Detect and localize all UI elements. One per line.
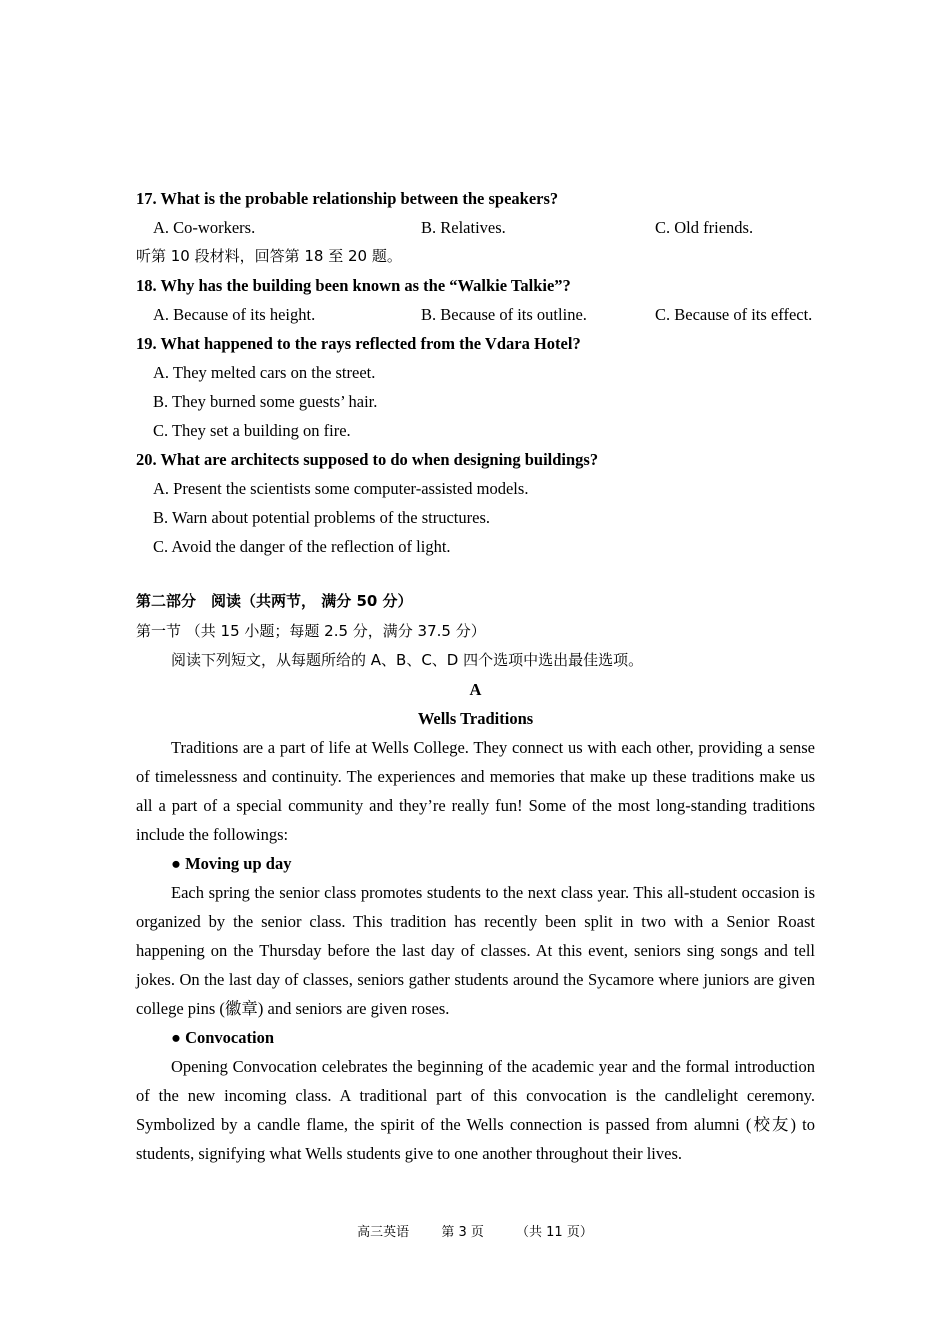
passage-letter: A [469, 680, 482, 699]
page-footer [0, 1221, 950, 1240]
item-text: Opening Convocation celebrates the beginning of the academic year and the formal introduction of the new incoming class. A traditional part of this convocation is the candlelight ceremony. Symbolized by a candle flame, the spirit of the Wells connection is passed from alumni (校友) to students, signifying what Wells students give to one another throughout their lives. [136, 1057, 815, 1163]
section-title: 第一节 （共 15 小题；每题 2.5 分，满分 37.5 分） [136, 622, 486, 640]
option-b: B. Warn about potential problems of the structures. [153, 508, 491, 527]
footer-page: 第 3 页 [441, 1225, 484, 1240]
question-18-options [136, 300, 815, 329]
footer-subject: 高三英语 [357, 1225, 410, 1240]
option-c: C. Avoid the danger of the reflection of light. [153, 537, 451, 556]
footer-total: （共 11 页） [516, 1225, 593, 1240]
option-b: B. Relatives. [421, 218, 506, 237]
option-c: C. Because of its effect. [655, 305, 813, 324]
exam-page [136, 184, 815, 1168]
reading-instruction: 阅读下列短文，从每题所给的 A、B、C、D 四个选项中选出最佳选项。 [171, 651, 644, 669]
question-17: 17. What is the probable relationship between the speakers? [136, 189, 559, 208]
item-heading: ● Convocation [171, 1028, 275, 1047]
option-a: A. Present the scientists some computer-assisted models. [153, 479, 529, 498]
question-19: 19. What happened to the rays reflected from the Vdara Hotel? [136, 334, 581, 353]
option-c: C. They set a building on fire. [153, 421, 351, 440]
question-20: 20. What are architects supposed to do when designing buildings? [136, 450, 599, 469]
option-a: A. Because of its height. [153, 305, 316, 324]
passage-intro: Traditions are a part of life at Wells College. They connect us with each other, providing a sense of timelessness and continuity. The experiences and memories that make up these traditions make us all a part of a special community and they’re really fun! Some of the most long-standing traditions include the followings: [136, 738, 815, 844]
option-a: A. Co-workers. [153, 218, 256, 237]
option-a: A. They melted cars on the street. [153, 363, 376, 382]
item-heading: ● Moving up day [171, 854, 292, 873]
listening-instruction: 听第 10 段材料，回答第 18 至 20 题。 [136, 247, 402, 265]
question-17-options [136, 213, 815, 242]
option-b: B. Because of its outline. [421, 305, 587, 324]
part-title: 第二部分 阅读（共两节， 满分 50 分） [136, 592, 413, 610]
passage-title: Wells Traditions [417, 709, 534, 728]
option-c: C. Old friends. [655, 218, 754, 237]
option-b: B. They burned some guests’ hair. [153, 392, 378, 411]
item-text: Each spring the senior class promotes students to the next class year. This all-student occasion is organized by the senior class. This tradition has recently been split in two with a Senior Roast happening on the Thursday before the last day of classes. At this event, seniors sing songs and tell jokes. On the last day of classes, seniors gather students around the Sycamore where juniors are given college pins (徽章) and seniors are given roses. [136, 883, 815, 1018]
question-18: 18. Why has the building been known as the “Walkie Talkie”? [136, 276, 571, 295]
